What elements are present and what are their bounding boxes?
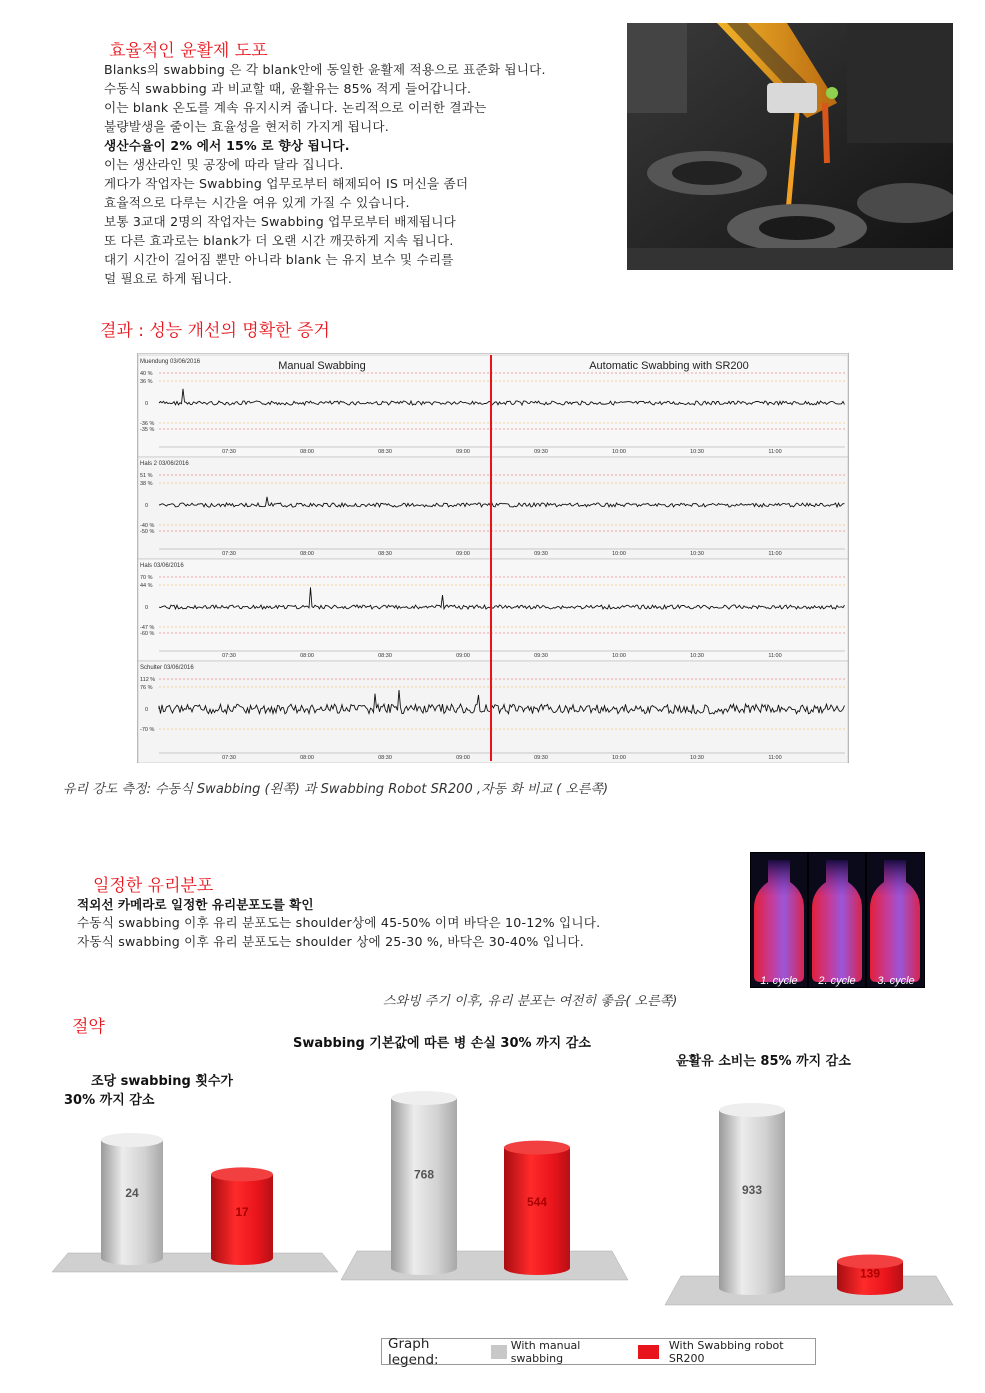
bar-body — [391, 1098, 457, 1275]
x-tick-label: 10:30 — [690, 755, 704, 761]
automatic-label: Automatic Swabbing with SR200 — [589, 360, 749, 372]
panel-name: Hals 03/06/2016 — [140, 563, 184, 569]
bar-body — [211, 1174, 273, 1265]
upper-tick-label: 51 % — [140, 473, 153, 479]
x-tick-label: 09:30 — [534, 755, 548, 761]
lubrication-heading: 효율적인 윤활제 도포 — [109, 41, 268, 61]
bar-top — [719, 1103, 785, 1117]
lubrication-line: 이는 blank 온도를 계속 유지시켜 줍니다. 논리적으로 이러한 결과는 — [104, 100, 487, 115]
legend-title: Graph legend: — [388, 1335, 439, 1368]
lubrication-line: 불량발생을 줄이는 효율성을 현저히 가지게 됩니다. — [104, 119, 389, 134]
bar-chart-1-title-line2: 30% 까지 감소 — [64, 1093, 155, 1108]
legend-manual-swatch — [491, 1345, 506, 1359]
lubrication-line: 수동식 swabbing 과 비교할 때, 윤활유는 85% 적게 들어갑니다. — [104, 81, 472, 96]
x-tick-label: 07:30 — [222, 755, 236, 761]
x-tick-label: 10:00 — [612, 449, 626, 455]
robot-bar — [837, 1254, 903, 1295]
lower-tick-label: -60 % — [140, 631, 155, 637]
lower-tick-label: -36 % — [140, 421, 155, 427]
x-tick-label: 08:00 — [300, 755, 314, 761]
machine-photo — [627, 23, 953, 270]
x-tick-label: 10:30 — [690, 653, 704, 659]
panel-background — [138, 457, 848, 559]
panel-background — [138, 559, 848, 661]
x-tick-label: 08:00 — [300, 653, 314, 659]
strength-panel — [138, 457, 848, 559]
lubrication-line: 이는 생산라인 및 공장에 따라 달라 집니다. — [104, 157, 344, 172]
manual-label: Manual Swabbing — [278, 360, 366, 372]
lower-tick-label: -35 % — [140, 427, 155, 433]
x-tick-label: 10:00 — [612, 551, 626, 557]
bottle-2 — [809, 853, 865, 987]
zero-tick-label: 0 — [145, 707, 149, 713]
chart-floor — [341, 1251, 628, 1280]
lubrication-line: 생산수율이 2% 에서 15% 로 향상 됩니다. — [104, 138, 350, 153]
upper-tick-label: 76 % — [140, 685, 153, 691]
x-tick-label: 09:00 — [456, 449, 470, 455]
lower-tick-label: -70 % — [140, 727, 155, 733]
bottle-1 — [751, 853, 807, 987]
x-tick-label: 08:30 — [378, 449, 392, 455]
distribution-line-1: 수동식 swabbing 이후 유리 분포도는 shoulder상에 45-50% 이며 바닥은 10-12% 입니다. — [77, 915, 601, 930]
x-tick-label: 11:00 — [768, 551, 782, 557]
bar-value-label: 17 — [235, 1205, 249, 1220]
x-tick-label: 08:30 — [378, 755, 392, 761]
x-tick-label: 10:00 — [612, 755, 626, 761]
bar-top — [504, 1141, 570, 1155]
chart-floor — [52, 1253, 338, 1272]
bottle-3 — [867, 853, 924, 987]
upper-tick-label: 44 % — [140, 583, 153, 589]
upper-tick-label: 38 % — [140, 481, 153, 487]
bar-value-label: 544 — [526, 1194, 548, 1209]
panel-background — [138, 661, 848, 763]
glass-strength-chart — [137, 353, 849, 763]
savings-heading: 절약 — [72, 1017, 105, 1037]
bar-body — [101, 1140, 163, 1265]
bar-chart-2-title: Swabbing 기본값에 따른 병 손실 30% 까지 감소 — [293, 1036, 591, 1051]
x-tick-label: 07:30 — [222, 449, 236, 455]
x-tick-label: 11:00 — [768, 653, 782, 659]
legend-robot-label: With Swabbing robot SR200 — [668, 1338, 784, 1365]
lubrication-line: 또 다른 효과로는 blank가 더 오랜 시간 깨끗하게 지속 됩니다. — [104, 233, 454, 248]
bar-chart — [341, 1091, 628, 1280]
bar-chart-1-title-line1: 조당 swabbing 횟수가 — [91, 1074, 233, 1089]
bar-chart — [665, 1103, 953, 1305]
strength-caption: 유리 강도 측정: 수동식 Swabbing (왼쪽) 과 Swabbing Robot SR200 ,자동 화 비교 ( 오른쪽) — [63, 782, 609, 797]
results-heading: 결과 : 성능 개선의 명확한 증거 — [100, 321, 330, 341]
x-tick-label: 08:30 — [378, 653, 392, 659]
bar-value-label: 24 — [125, 1186, 139, 1201]
manual-bar — [101, 1133, 163, 1265]
bar-value-label: 933 — [741, 1183, 763, 1198]
bar-body — [719, 1110, 785, 1295]
x-tick-label: 08:00 — [300, 449, 314, 455]
lower-tick-label: -40 % — [140, 523, 155, 529]
robot-bar — [211, 1167, 273, 1265]
zero-tick-label: 0 — [145, 401, 149, 407]
legend-robot-swatch — [638, 1345, 659, 1359]
thermal-images — [750, 852, 925, 988]
x-tick-label: 09:00 — [456, 755, 470, 761]
x-tick-label: 10:00 — [612, 653, 626, 659]
lubrication-line: 덜 필요로 하게 됩니다. — [104, 271, 233, 286]
lubrication-line: 게다가 작업자는 Swabbing 업무로부터 해제되어 IS 머신을 좀더 — [104, 176, 469, 191]
strength-panel — [138, 559, 848, 661]
x-tick-label: 09:00 — [456, 551, 470, 557]
x-tick-label: 09:30 — [534, 653, 548, 659]
bar-value-label: 768 — [413, 1167, 435, 1182]
manual-bar — [719, 1103, 785, 1295]
x-tick-label: 08:30 — [378, 551, 392, 557]
legend-manual-label: With manual swabbing — [510, 1338, 581, 1365]
x-tick-label: 09:00 — [456, 653, 470, 659]
zero-tick-label: 0 — [145, 605, 149, 611]
x-tick-label: 11:00 — [768, 449, 782, 455]
distribution-caption: 스와빙 주기 이후, 유리 분포는 여전히 좋음( 오른쪽) — [383, 994, 678, 1009]
x-tick-label: 09:30 — [534, 551, 548, 557]
bar-top — [391, 1091, 457, 1105]
upper-tick-label: 70 % — [140, 575, 153, 581]
bar-chart — [52, 1133, 338, 1272]
lubrication-line: 대기 시간이 길어짐 뿐만 아니라 blank 는 유지 보수 및 수리를 — [104, 252, 454, 267]
bar-chart-3-title: 윤활유 소비는 85% 까지 감소 — [676, 1054, 851, 1069]
upper-tick-label: 40 % — [140, 371, 153, 377]
cycle-3-label: 3. cycle — [877, 975, 915, 987]
savings-bar-charts — [0, 1070, 985, 1310]
strength-panel — [138, 661, 848, 763]
lower-tick-label: -50 % — [140, 529, 155, 535]
x-tick-label: 10:30 — [690, 449, 704, 455]
distribution-heading: 일정한 유리분포 — [93, 876, 214, 896]
panel-name: Muendung 03/06/2016 — [140, 359, 201, 365]
lubrication-line: 효율적으로 다루는 시간을 여유 있게 가질 수 있습니다. — [104, 195, 410, 210]
lubrication-text — [104, 60, 546, 288]
lower-tick-label: -47 % — [140, 625, 155, 631]
panel-name: Hals 2 03/06/2016 — [140, 461, 189, 467]
robot-bar — [504, 1141, 570, 1275]
x-tick-label: 07:30 — [222, 653, 236, 659]
distribution-line-2: 자동식 swabbing 이후 유리 분포도는 shoulder 상에 25-30 %, 바닥은 30-40% 입니다. — [77, 934, 584, 949]
cycle-1-label: 1. cycle — [760, 975, 798, 987]
bar-top — [211, 1167, 273, 1181]
x-tick-label: 09:30 — [534, 449, 548, 455]
x-tick-label: 10:30 — [690, 551, 704, 557]
distribution-subheading: 적외선 카메라로 일정한 유리분포도를 확인 — [77, 897, 314, 912]
chart-floor — [665, 1276, 953, 1305]
lubrication-line: 보통 3교대 2명의 작업자는 Swabbing 업무로부터 배제됩니다 — [104, 214, 457, 229]
lubrication-line: Blanks의 swabbing 은 각 blank안에 동일한 윤활제 적용으로 표준화 됩니다. — [104, 62, 546, 77]
bar-top — [101, 1133, 163, 1147]
upper-tick-label: 112 % — [140, 677, 156, 683]
bar-value-label: 139 — [859, 1266, 881, 1281]
upper-tick-label: 36 % — [140, 379, 153, 385]
x-tick-label: 11:00 — [768, 755, 782, 761]
x-tick-label: 07:30 — [222, 551, 236, 557]
manual-bar — [391, 1091, 457, 1275]
x-tick-label: 08:00 — [300, 551, 314, 557]
bar-body — [504, 1148, 570, 1275]
glass-strength-svg — [137, 353, 849, 763]
zero-tick-label: 0 — [145, 503, 149, 509]
graph-legend — [381, 1335, 816, 1368]
panel-name: Schulter 03/06/2016 — [140, 665, 194, 671]
cycle-2-label: 2. cycle — [818, 975, 856, 987]
